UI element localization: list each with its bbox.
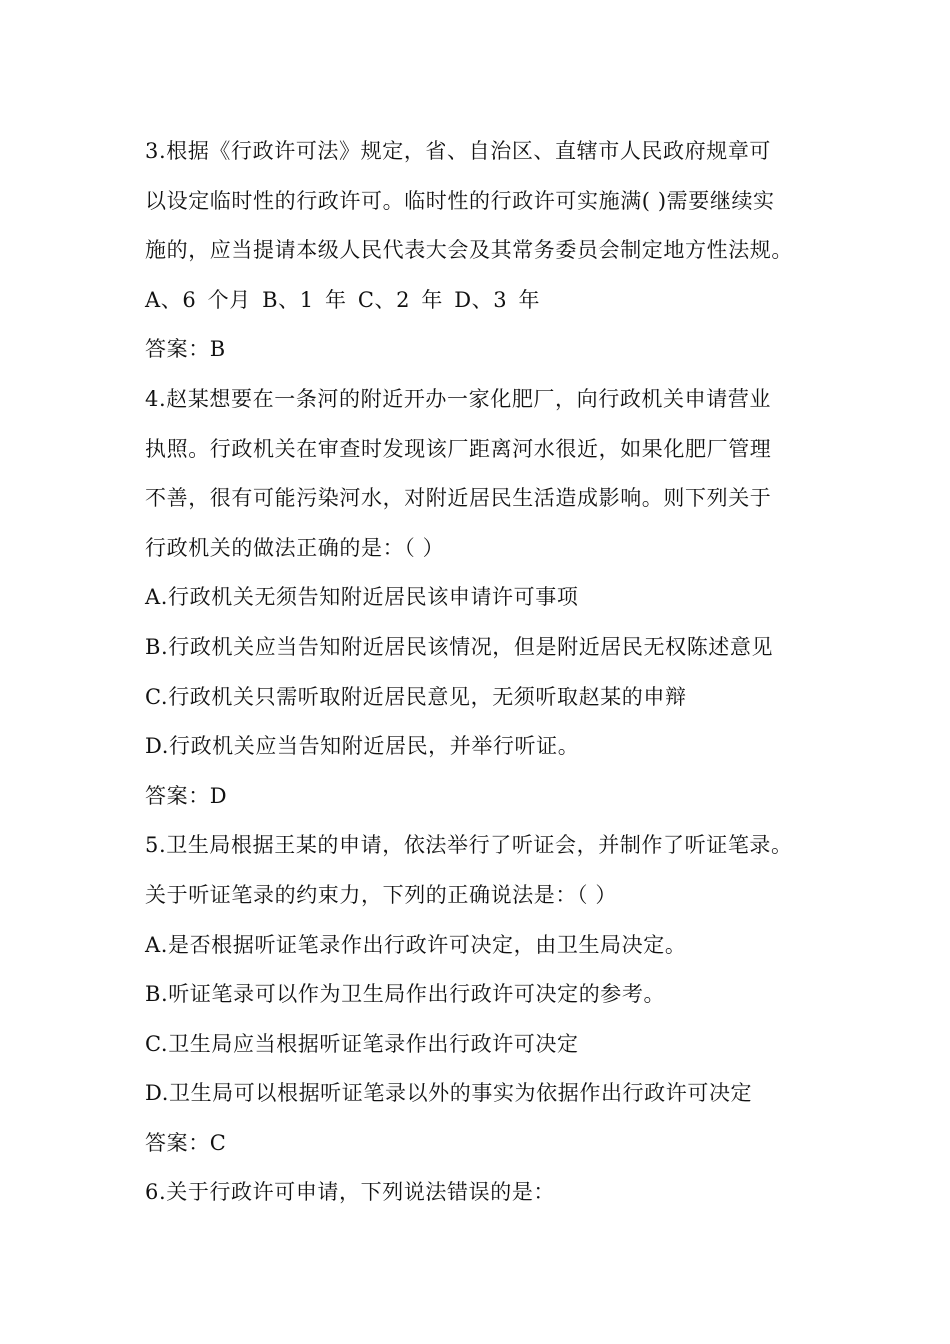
document-body bbox=[145, 127, 815, 1218]
question-5-option-c: C.卫生局应当根据听证笔录作出行政许可决定 bbox=[145, 1031, 579, 1056]
question-5-option-d: D.卫生局可以根据听证笔录以外的事实为依据作出行政许可决定 bbox=[145, 1081, 753, 1106]
question-5-answer: 答案：C bbox=[145, 1130, 227, 1155]
question-5-option-a: A.是否根据听证笔录作出行政许可决定，由卫生局决定。 bbox=[145, 932, 687, 957]
question-3-line-2: 以设定临时性的行政许可。临时性的行政许可实施满( )需要继续实 bbox=[145, 188, 775, 213]
question-6-line-1: 6.关于行政许可申请，下列说法错误的是： bbox=[145, 1180, 556, 1205]
question-4-line-4: 行政机关的做法正确的是：（ ） bbox=[145, 535, 445, 560]
question-5-line-2: 关于听证笔录的约束力，下列的正确说法是：（ ） bbox=[145, 882, 617, 907]
question-4-option-c: C.行政机关只需听取附近居民意见，无须听取赵某的申辩 bbox=[145, 684, 687, 709]
question-4-option-a: A.行政机关无须告知附近居民该申请许可事项 bbox=[145, 585, 579, 610]
question-3-options: A、6 个月 B、1 年 C、2 年 D、3 年 bbox=[145, 287, 541, 312]
question-5-line-1: 5.卫生局根据王某的申请，依法举行了听证会，并制作了听证笔录。 bbox=[145, 833, 793, 858]
question-4-answer: 答案：D bbox=[145, 783, 228, 808]
question-4-line-1: 4.赵某想要在一条河的附近开办一家化肥厂，向行政机关申请营业 bbox=[145, 386, 772, 411]
question-3-line-1: 3.根据《行政许可法》规定，省、自治区、直辖市人民政府规章可 bbox=[145, 139, 772, 163]
question-4-option-d: D.行政机关应当告知附近居民，并举行听证。 bbox=[145, 734, 580, 759]
question-4-line-3: 不善，很有可能污染河水，对附近居民生活造成影响。则下列关于 bbox=[145, 486, 772, 511]
question-5-option-b: B.听证笔录可以作为卫生局作出行政许可决定的参考。 bbox=[145, 982, 666, 1007]
question-3-answer: 答案：B bbox=[145, 337, 226, 362]
question-4-line-2: 执照。行政机关在审查时发现该厂距离河水很近，如果化肥厂管理 bbox=[145, 436, 772, 461]
question-4-option-b: B.行政机关应当告知附近居民该情况，但是附近居民无权陈述意见 bbox=[145, 634, 774, 659]
question-3-line-3: 施的，应当提请本级人民代表大会及其常务委员会制定地方性法规。 bbox=[145, 238, 793, 263]
